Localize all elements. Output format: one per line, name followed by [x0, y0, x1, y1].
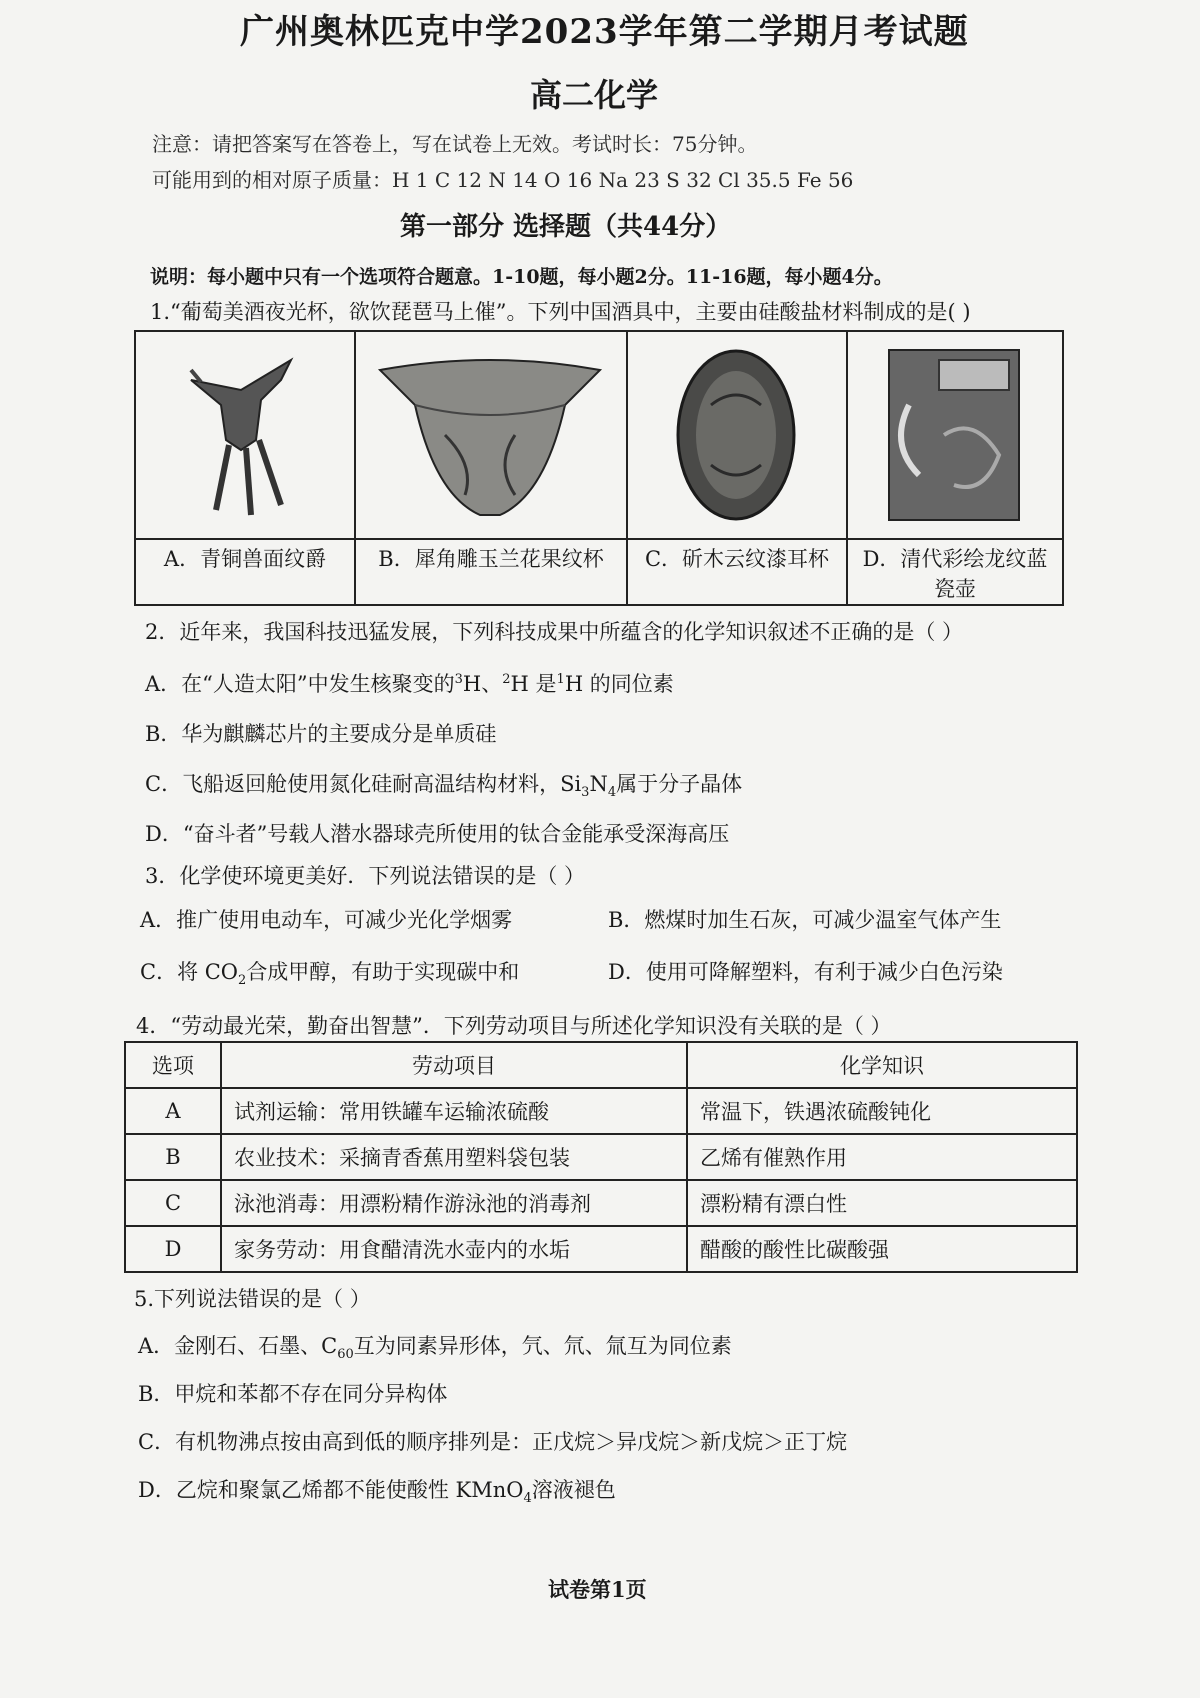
page-footer: 试卷第1页 [548, 1577, 647, 1602]
option-d-caption-line2: 瓷壶 [934, 577, 976, 601]
table-cell: 漂粉精有漂白性 [687, 1180, 1077, 1226]
table-cell: D [125, 1226, 221, 1272]
porcelain-pot-image [854, 340, 1054, 530]
table-cell: 家务劳动：用食醋清洗水壶内的水垢 [221, 1226, 687, 1272]
question-3-stem: 3．化学使环境更美好．下列说法错误的是（ ） [145, 864, 586, 888]
table-row [125, 1088, 1077, 1134]
question-2-option-a: A．在“人造太阳”中发生核聚变的$^3$H、$^2$H 是$^1$H 的同位素 [145, 672, 674, 696]
table-header-cell: 选项 [125, 1042, 221, 1088]
table-cell: 乙烯有催熟作用 [687, 1134, 1077, 1180]
rhino-horn-cup-image [362, 340, 618, 530]
question-3-option-d: D．使用可降解塑料，有利于减少白色污染 [608, 960, 1003, 984]
option-a-caption: A．青铜兽面纹爵 [163, 547, 327, 571]
table-header-row [125, 1042, 1077, 1088]
question-5-stem: 5.下列说法错误的是（ ） [134, 1287, 371, 1311]
option-d-caption-line1: D．清代彩绘龙纹蓝 [862, 547, 1048, 571]
question-5-option-a: A．金刚石、石墨、$C_{60}$互为同素异形体，氕、氘、氚互为同位素 [138, 1334, 732, 1363]
table-cell: 试剂运输：常用铁罐车运输浓硫酸 [221, 1088, 687, 1134]
question-2-option-c: C．飞船返回舱使用氮化硅耐高温结构材料，$Si_3N_4$属于分子晶体 [145, 772, 743, 801]
question-5-option-c: C．有机物沸点按由高到低的顺序排列是：正戊烷＞异戊烷＞新戊烷＞正丁烷 [138, 1430, 848, 1454]
atomic-mass-note: 可能用到的相对原子质量：H 1 C 12 N 14 O 16 Na 23 S 32 Cl 35.5 Fe 56 [152, 168, 854, 192]
question-1-image-table [134, 330, 1064, 606]
question-2-option-b: B．华为麒麟芯片的主要成分是单质硅 [145, 722, 497, 746]
section-title: 第一部分 选择题（共44分） [400, 212, 732, 242]
section-instruction: 说明：每小题中只有一个选项符合题意。1-10题，每小题2分。11-16题，每小题4分。 [150, 266, 893, 288]
question-2-option-d: D．“奋斗者”号载人潜水器球壳所使用的钛合金能承受深海高压 [145, 822, 730, 846]
question-5-option-d: D．乙烷和聚氯乙烯都不能使酸性 KMnO$_4$溶液褪色 [138, 1478, 616, 1507]
option-c-caption: C．斫木云纹漆耳杯 [644, 547, 830, 571]
question-3-option-a: A．推广使用电动车，可减少光化学烟雾 [140, 908, 513, 932]
question-4-stem: 4．“劳动最光荣，勤奋出智慧”．下列劳动项目与所述化学知识没有关联的是（ ） [136, 1014, 892, 1038]
table-header-cell: 化学知识 [687, 1042, 1077, 1088]
table-cell: 泳池消毒：用漂粉精作游泳池的消毒剂 [221, 1180, 687, 1226]
question-2-stem: 2．近年来，我国科技迅猛发展，下列科技成果中所蕴含的化学知识叙述不正确的是（ ） [145, 620, 964, 644]
table-cell: 常温下，铁遇浓硫酸钝化 [687, 1088, 1077, 1134]
table-row [125, 1134, 1077, 1180]
bronze-jue-image [146, 340, 346, 530]
table-row [125, 1226, 1077, 1272]
question-5-option-b: B．甲烷和苯都不存在同分异构体 [138, 1382, 448, 1406]
exam-title: 广州奥林匹克中学2023学年第二学期月考试题 [240, 12, 969, 52]
table-cell: 农业技术：采摘青香蕉用塑料袋包装 [221, 1134, 687, 1180]
table-cell: B [125, 1134, 221, 1180]
question-3-option-c: C．将 $CO_2$合成甲醇，有助于实现碳中和 [140, 960, 520, 989]
question-3-option-b: B．燃煤时加生石灰，可减少温室气体产生 [608, 908, 1002, 932]
table-cell: C [125, 1180, 221, 1226]
table-row [125, 1180, 1077, 1226]
question-4-table [124, 1041, 1078, 1273]
option-d-caption [848, 544, 1062, 604]
exam-subject: 高二化学 [530, 76, 659, 114]
option-b-caption: B．犀角雕玉兰花果纹杯 [378, 547, 604, 571]
question-1-stem: 1.“葡萄美酒夜光杯，欲饮琵琶马上催”。下列中国酒具中，主要由硅酸盐材料制成的是( ) [150, 300, 971, 324]
lacquer-ear-cup-image [634, 340, 838, 530]
table-cell: 醋酸的酸性比碳酸强 [687, 1226, 1077, 1272]
exam-note: 注意：请把答案写在答卷上，写在试卷上无效。考试时长：75分钟。 [152, 132, 758, 156]
table-header-cell: 劳动项目 [221, 1042, 687, 1088]
table-cell: A [125, 1088, 221, 1134]
